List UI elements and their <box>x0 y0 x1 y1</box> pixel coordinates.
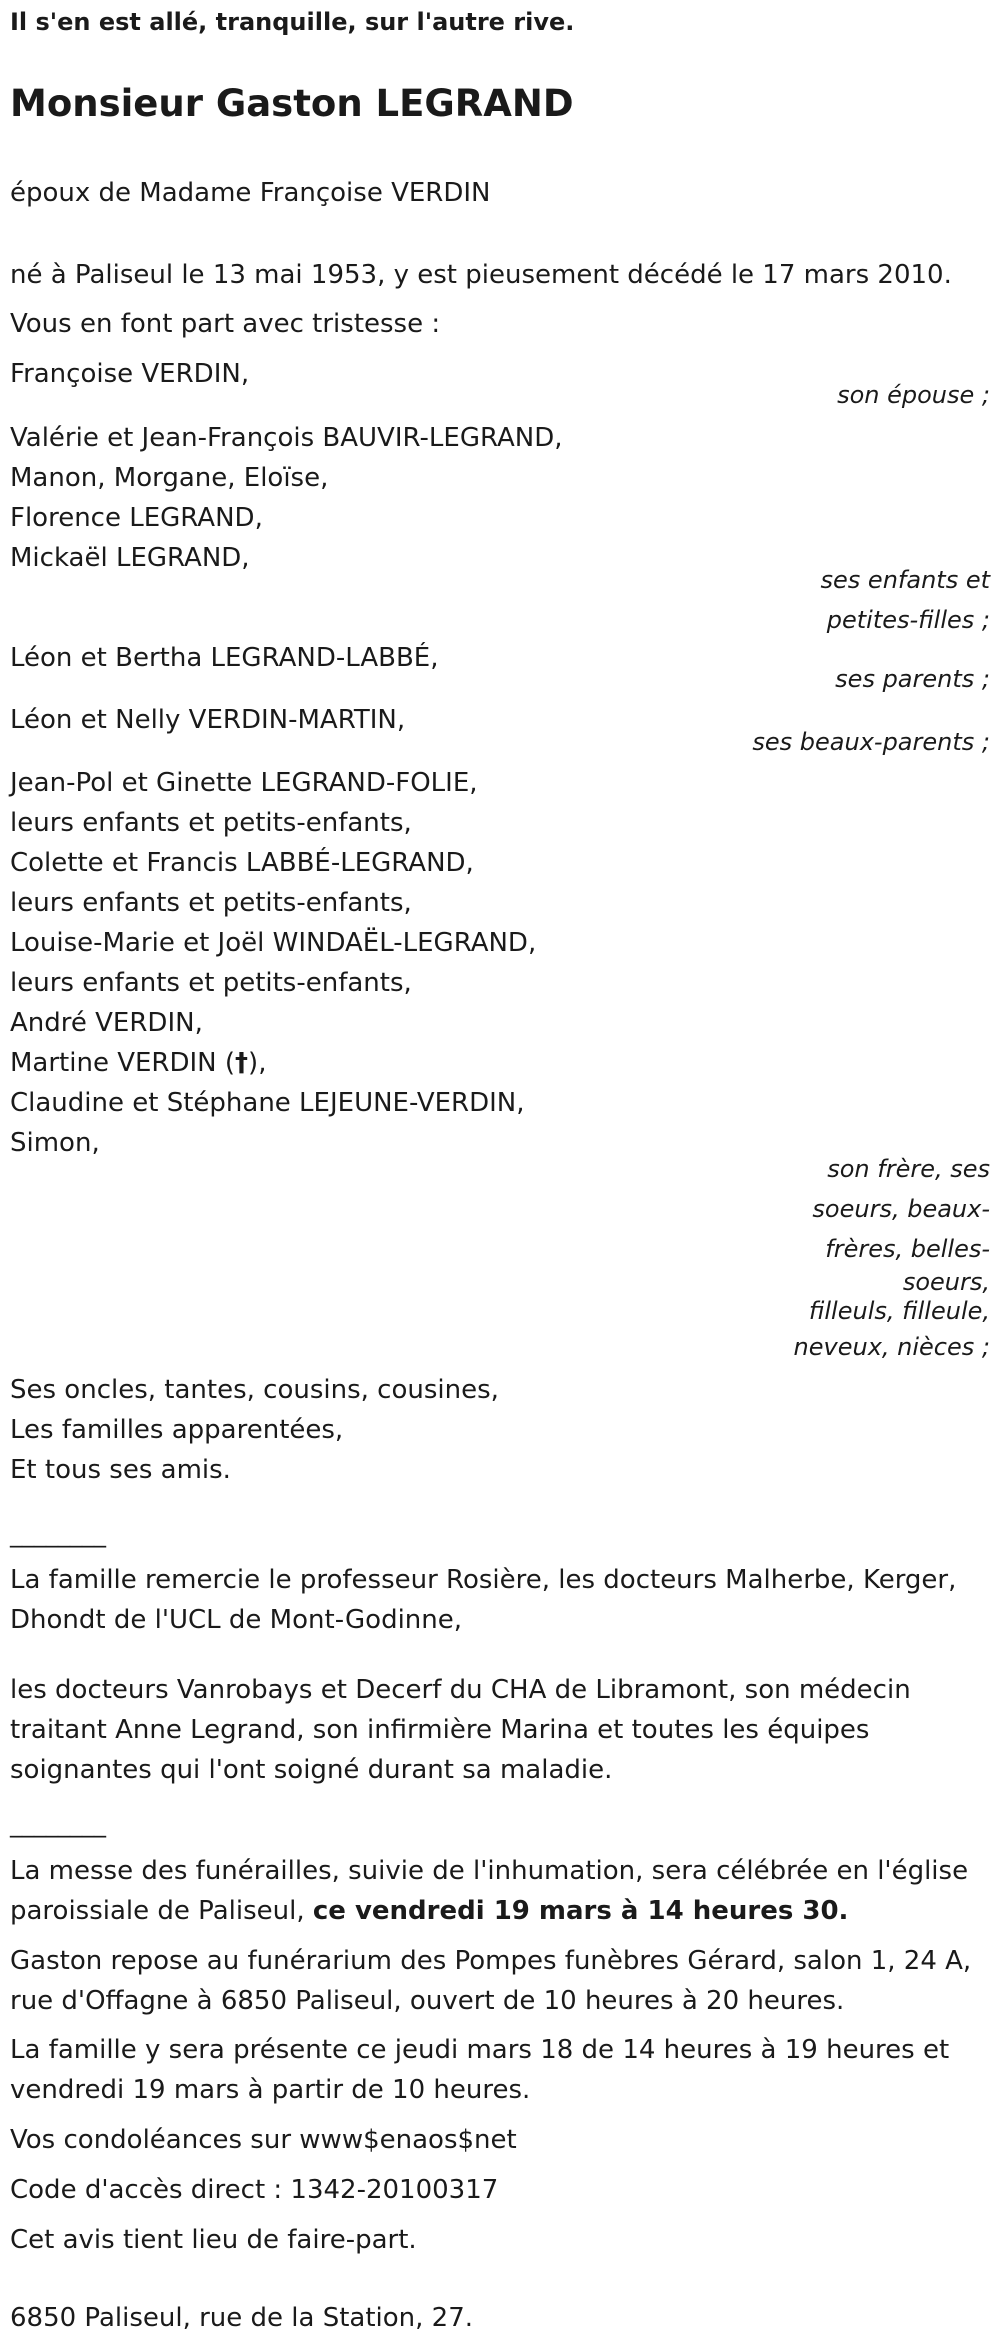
text-line: Gaston repose au funérarium des Pompes funèbres Gérard, salon 1, 24 A, <box>10 1946 972 1976</box>
spouse-line: époux de Madame Françoise VERDIN <box>10 178 491 208</box>
role-line: ses enfants et <box>820 566 990 594</box>
list-item: Colette et Francis LABBÉ-LEGRAND, <box>10 848 474 878</box>
sibling-name: Martine VERDIN ( <box>10 1048 236 1078</box>
list-item: Et tous ses amis. <box>10 1455 231 1485</box>
role-line: soeurs, <box>902 1268 990 1296</box>
list-item: Manon, Morgane, Eloïse, <box>10 463 329 493</box>
notice-line: Cet avis tient lieu de faire-part. <box>10 2225 417 2255</box>
family-presence-paragraph <box>10 2030 949 2110</box>
parents-name: Léon et Bertha LEGRAND-LABBÉ, <box>10 643 439 673</box>
list-item: André VERDIN, <box>10 1008 203 1038</box>
text-line: rue d'Offagne à 6850 Paliseul, ouvert de 10 heures à 20 heures. <box>10 1986 845 2016</box>
text-line <box>10 1891 968 1931</box>
tagline: Il s'en est allé, tranquille, sur l'autre rive. <box>10 8 575 36</box>
announce-line: Vous en font part avec tristesse : <box>10 309 441 339</box>
text-line: La famille remercie le professeur Rosière, les docteurs Malherbe, Kerger, <box>10 1565 957 1595</box>
spouse-role: son épouse ; <box>837 381 990 409</box>
list-item: Simon, <box>10 1128 100 1158</box>
list-item: leurs enfants et petits-enfants, <box>10 888 412 918</box>
role-line: filleuls, filleule, <box>808 1297 990 1325</box>
children-role <box>790 560 990 640</box>
mass-location: paroissiale de Paliseul, <box>10 1896 313 1926</box>
siblings-role <box>790 1149 990 1367</box>
text-line: les docteurs Vanrobays et Decerf du CHA de Libramont, son médecin <box>10 1675 911 1705</box>
list-item: Claudine et Stéphane LEJEUNE-VERDIN, <box>10 1088 525 1118</box>
siblings-list <box>10 763 536 1163</box>
parents-role: ses parents ; <box>835 665 990 693</box>
text-line: vendredi 19 mars à partir de 10 heures. <box>10 2075 531 2105</box>
in-laws-role: ses beaux-parents ; <box>752 728 990 756</box>
text-line: soignantes qui l'ont soigné durant sa maladie. <box>10 1755 613 1785</box>
mass-paragraph <box>10 1851 968 1931</box>
separator: ________ <box>10 1810 106 1838</box>
deceased-name: Monsieur Gaston LEGRAND <box>10 82 574 125</box>
list-item: Louise-Marie et Joël WINDAËL-LEGRAND, <box>10 928 537 958</box>
condolences-line: Vos condoléances sur www$enaos$net <box>10 2125 517 2155</box>
list-item <box>10 1043 536 1083</box>
in-laws-name: Léon et Nelly VERDIN-MARTIN, <box>10 705 406 735</box>
role-line: son frère, ses <box>827 1155 990 1183</box>
access-code-line: Code d'accès direct : 1342-20100317 <box>10 2175 499 2205</box>
role-line: frères, belles- <box>825 1235 990 1263</box>
list-item: Les familles apparentées, <box>10 1415 344 1445</box>
role-line: neveux, nièces ; <box>793 1333 990 1361</box>
text-line: La famille y sera présente ce jeudi mars 18 de 14 heures à 19 heures et <box>10 2035 950 2065</box>
sibling-name-suffix: ), <box>248 1048 267 1078</box>
list-item: Mickaël LEGRAND, <box>10 543 250 573</box>
list-item: Florence LEGRAND, <box>10 503 263 533</box>
others-list <box>10 1370 499 1490</box>
list-item: leurs enfants et petits-enfants, <box>10 968 412 998</box>
role-line: soeurs, beaux- <box>812 1195 990 1223</box>
spouse-name: Françoise VERDIN, <box>10 359 250 389</box>
thanks-paragraph-1 <box>10 1560 956 1640</box>
list-item: Valérie et Jean-François BAUVIR-LEGRAND, <box>10 423 563 453</box>
role-line: petites-filles ; <box>826 606 990 634</box>
text-line: La messe des funérailles, suivie de l'inhumation, sera célébrée en l'église <box>10 1856 969 1886</box>
list-item: Jean-Pol et Ginette LEGRAND-FOLIE, <box>10 768 478 798</box>
separator: ________ <box>10 1520 106 1548</box>
list-item: leurs enfants et petits-enfants, <box>10 808 412 838</box>
mass-date: ce vendredi 19 mars à 14 heures 30. <box>312 1896 849 1926</box>
children-list <box>10 418 563 578</box>
text-line: Dhondt de l'UCL de Mont-Godinne, <box>10 1605 463 1635</box>
text-line: traitant Anne Legrand, son infirmière Marina et toutes les équipes <box>10 1715 870 1745</box>
birth-death-line: né à Paliseul le 13 mai 1953, y est pieusement décédé le 17 mars 2010. <box>10 260 952 290</box>
rest-paragraph <box>10 1941 971 2021</box>
thanks-paragraph-2 <box>10 1670 911 1790</box>
address-line: 6850 Paliseul, rue de la Station, 27. <box>10 2303 474 2333</box>
cross-icon: † <box>235 1048 249 1078</box>
list-item: Ses oncles, tantes, cousins, cousines, <box>10 1375 499 1405</box>
